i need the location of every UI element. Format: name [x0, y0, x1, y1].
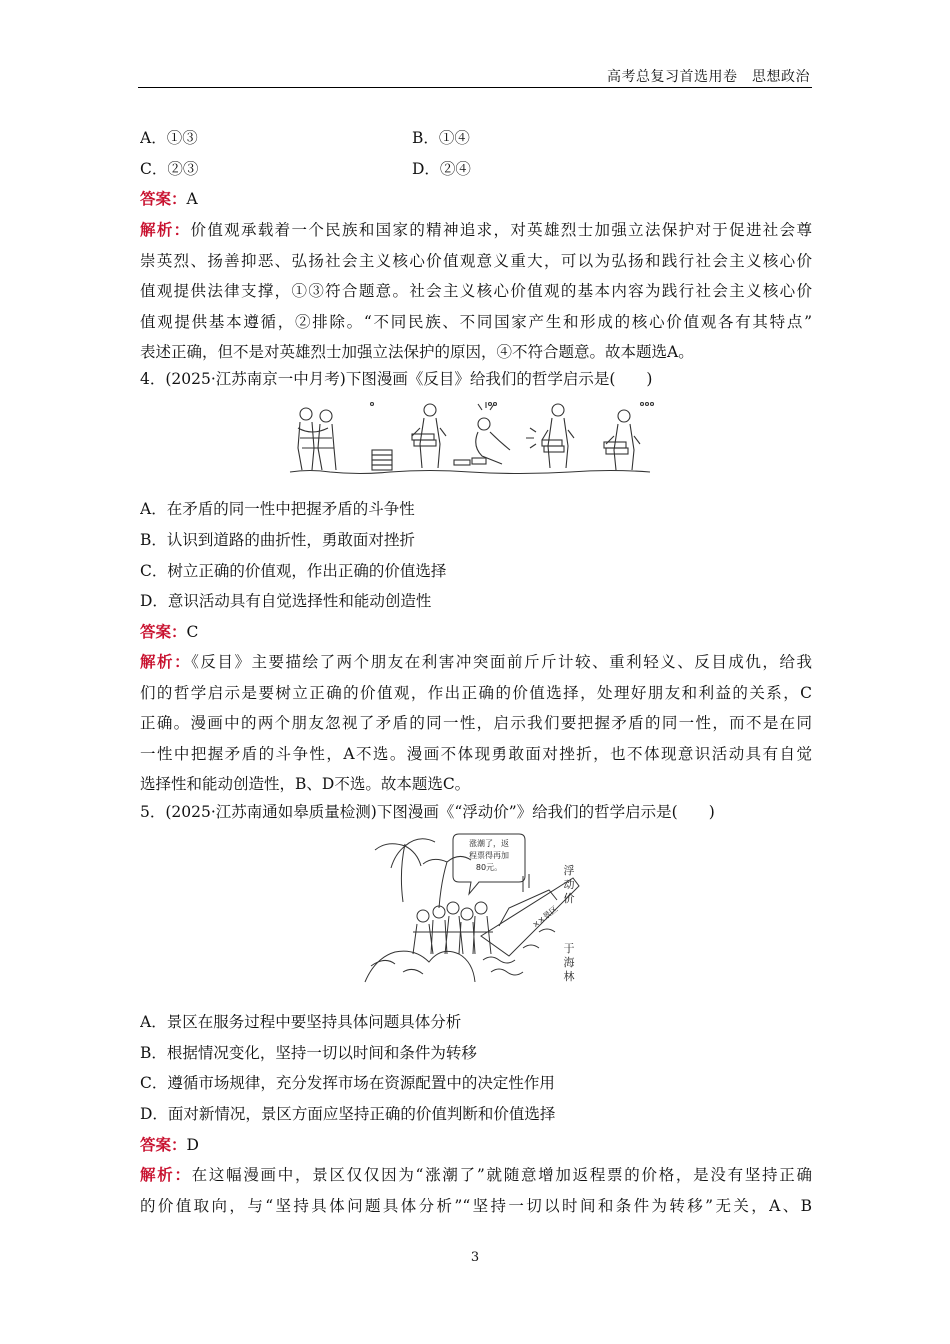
q3-analysis-line: 崇英烈、扬善抑恶、弘扬社会主义核心价值观意义重大，可以为弘扬和践行社会主义核心价	[140, 252, 812, 270]
q4-answer	[140, 622, 812, 642]
q3-options-row-2	[140, 159, 812, 179]
q5-option-a: A．景区在服务过程中要坚持具体问题具体分析	[140, 1013, 462, 1031]
running-header: 高考总复习首选用卷 思想政治	[607, 69, 810, 85]
speech-line: 80元。	[475, 863, 503, 872]
q4-analysis-line	[140, 652, 812, 672]
q4-analysis-line: 们的哲学启示是要树立正确的价值观，作出正确的价值选择，处理好朋友和利益的关系，C	[140, 684, 812, 702]
header-rule	[138, 87, 812, 88]
q4-analysis-line: 正确。漫画中的两个朋友忽视了矛盾的同一性，启示我们要把握矛盾的同一性，而不是在同	[140, 714, 812, 732]
q5-analysis-line: 的价值取向，与“坚持具体问题具体分析”“坚持一切以时间和条件为转移”无关，A、B	[140, 1197, 812, 1215]
analysis-text: 在这幅漫画中，景区仅仅因为“涨潮了”就随意增加返程票的价格，是没有坚持正确	[191, 1166, 812, 1184]
speech-line: 涨潮了，返	[469, 839, 509, 848]
answer-value: C	[186, 623, 199, 641]
q3-analysis-line	[140, 220, 812, 240]
cartoon-fanmu	[286, 398, 658, 478]
q4-option-d: D．意识活动具有自觉选择性和能动创造性	[140, 592, 432, 610]
q3-option-b: B．①④	[412, 129, 470, 147]
cartoon-title-char: 价	[563, 892, 575, 905]
q3-analysis-line: 表述正确，但不是对英雄烈士加强立法保护的原因，④不符合题意。故本题选A。	[140, 343, 694, 361]
q5-answer	[140, 1135, 812, 1155]
answer-label: 答案：	[140, 622, 187, 641]
q3-answer	[140, 189, 812, 209]
q3-analysis-line: 值观提供基本遵循，②排除。“不同民族、不同国家产生和形成的核心价值观各有其特点”	[140, 313, 812, 331]
page-number: 3	[470, 1250, 480, 1265]
artist-char: 海	[563, 956, 575, 969]
q4-option-b: B．认识到道路的曲折性，勇敢面对挫折	[140, 531, 415, 549]
q5-option-c: C．遵循市场规律，充分发挥市场在资源配置中的决定性作用	[140, 1074, 555, 1092]
q4-analysis-line: 一性中把握矛盾的斗争性，A不选。漫画不体现勇敢面对挫折，也不体现意识活动具有自觉	[140, 745, 812, 763]
q5-analysis-line	[140, 1165, 812, 1185]
answer-label: 答案：	[140, 189, 187, 208]
q3-option-a: A．①③	[140, 129, 198, 147]
analysis-text: 《反目》主要描绘了两个朋友在利害冲突面前斤斤计较、重利轻义、反目成仇，给我	[191, 653, 812, 671]
analysis-label: 解析：	[140, 652, 192, 671]
analysis-label: 解析：	[140, 1165, 192, 1184]
speech-line: 程票得再加	[469, 851, 509, 860]
q4-stem: 4．(2025·江苏南京一中月考)下图漫画《反目》给我们的哲学启示是( )	[140, 370, 653, 388]
analysis-label: 解析：	[140, 220, 191, 239]
artist-char: 林	[563, 970, 575, 983]
q4-option-c: C．树立正确的价值观，作出正确的价值选择	[140, 562, 447, 580]
q5-option-d: D．面对新情况，景区方面应坚持正确的价值判断和价值选择	[140, 1105, 556, 1123]
cartoon-title-char: 动	[563, 878, 575, 891]
answer-value: D	[186, 1136, 199, 1154]
q3-analysis-line: 值观提供法律支撑，①③符合题意。社会主义核心价值观的基本内容为践行社会主义核心价	[140, 282, 812, 300]
analysis-text: 价值观承载着一个民族和国家的精神追求，对英雄烈士加强立法保护对于促进社会尊	[190, 221, 812, 239]
boat-label: ××景区	[530, 904, 560, 930]
q5-stem: 5．(2025·江苏南通如皋质量检测)下图漫画《“浮动价”》给我们的哲学启示是( )	[140, 803, 715, 821]
cartoon-title-char: 浮	[563, 864, 575, 877]
q4-analysis-line: 选择性和能动创造性，B、D不选。故本题选C。	[140, 775, 471, 793]
q3-option-c: C．②③	[140, 160, 199, 178]
answer-label: 答案：	[140, 1135, 187, 1154]
artist-char: 于	[563, 942, 575, 955]
q3-options-row-1	[140, 128, 812, 148]
q5-option-b: B．根据情况变化，坚持一切以时间和条件为转移	[140, 1044, 477, 1062]
cartoon-floating-price	[363, 832, 587, 984]
q4-option-a: A．在矛盾的同一性中把握矛盾的斗争性	[140, 500, 415, 518]
answer-value: A	[186, 190, 198, 208]
q3-option-d: D．②④	[412, 160, 471, 178]
